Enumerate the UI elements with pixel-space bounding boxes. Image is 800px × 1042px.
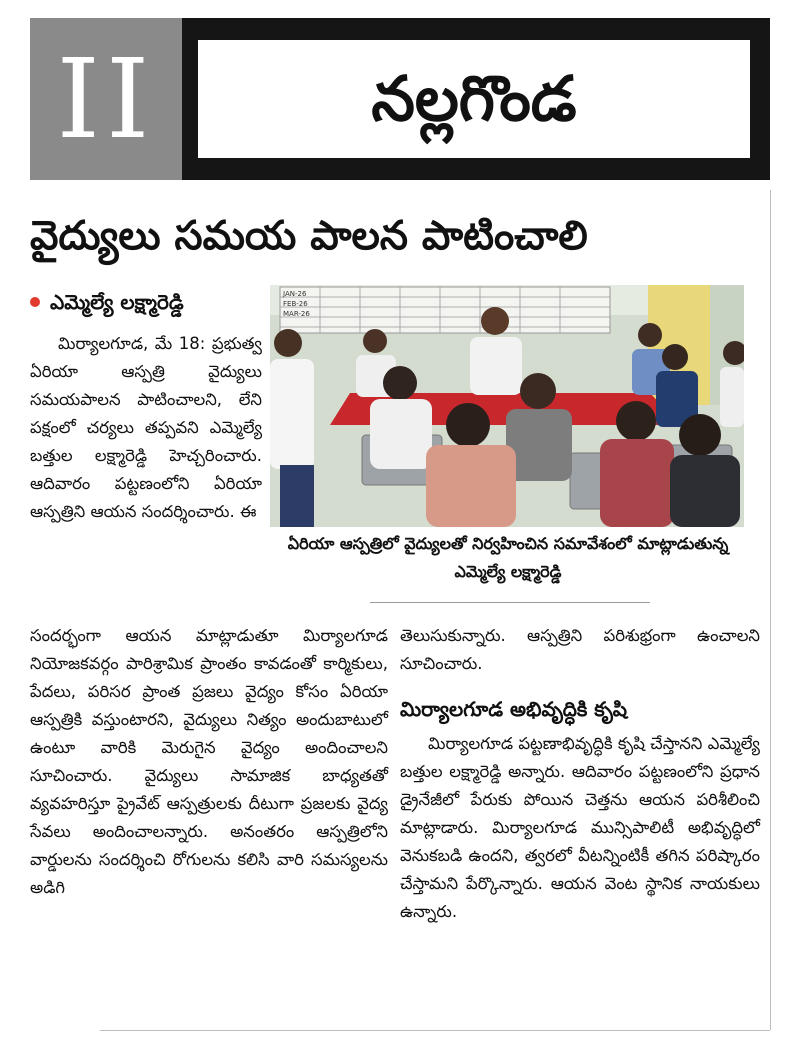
calendar-label: JAN-26	[283, 290, 307, 298]
bullet-icon	[30, 297, 40, 307]
bottom-rule	[100, 1030, 770, 1031]
article-intro-column	[30, 330, 262, 526]
photo-caption: ఏరియా ఆస్పత్రిలో వైద్యులతో నిర్వహించిన సమావేశంలో మాట్లాడుతున్న ఎమ్మెల్యే లక్ష్మారెడ్డి	[287, 534, 729, 581]
article-continued-text: సందర్భంగా ఆయన మాట్లాడుతూ మిర్యాలగూడ నియోజకవర్గం పారిశ్రామిక ప్రాంతం కావడంతో కార్మికులు, పేదలు, పరిసర ప్రాంత ప్రజలు వైద్యం కోసం ఏరియా ఆస్పత్రికి వస్తుంటారని, వైద్యులు నిత్యం అందుబాటులో ఉంటూ వారికి మెరుగైన వైద్యం అందించాలని సూచించారు. వైద్యులు సామాజిక బాధ్యతతో వ్యవహరిస్తూ ప్రైవేట్ ఆస్పత్రులకు దీటుగా ప్రజలకు వైద్య సేవలు అందించాలన్నారు. అనంతరం ఆస్పత్రిలోని వార్డులను సందర్శించి రోగులను కలిసి వారి సమస్యలను అడిగి	[30, 626, 388, 897]
article-right-column	[400, 622, 760, 678]
article-right-text: తెలుసుకున్నారు. ఆస్పత్రిని పరిశుభ్రంగా ఉంచాలని సూచించారు.	[400, 626, 760, 673]
calendar-label: FEB-26	[283, 300, 308, 308]
meeting-photo-illustration	[270, 285, 744, 527]
byline	[30, 282, 260, 322]
article-intro-text: మిర్యాలగూడ, మే 18: ప్రభుత్వ ఏరియా ఆస్పత్రి వైద్యులు సమయపాలన పాటించాలని, లేని పక్షంలో చర్యలు తప్పవని ఎమ్మెల్యే బత్తుల లక్ష్మారెడ్డి హెచ్చరించారు. ఆదివారం పట్టణంలోని ఏరియా ఆస్పత్రిని ఆయన సందర్శించారు. ఈ	[30, 334, 262, 521]
article-subhead-column	[400, 730, 760, 926]
caption-rule	[370, 602, 650, 603]
byline-name: ఎమ్మెల్యే లక్ష్మారెడ్డి	[50, 290, 184, 314]
section-banner	[30, 18, 770, 180]
article-subhead-text: మిర్యాలగూడ పట్టణాభివృద్ధికి కృషి చేస్తానని ఎమ్మెల్యే బత్తుల లక్ష్మారెడ్డి అన్నారు. ఆదివారం పట్టణంలోని ప్రధాన డ్రైనేజీలో పేరుకు పోయిన చెత్తను ఆయన పరిశీలించి మాట్లాడారు. మిర్యాలగూడ మున్సిపాలిటీ అభివృద్ధిలో వెనుకబడి ఉందని, త్వరలో వీటన్నింటికీ తగిన పరిష్కారం చేస్తామని పేర్కొన్నారు. ఆయన వెంట స్థానిక నాయకులు ఉన్నారు.	[400, 734, 760, 921]
calendar-label: MAR-26	[283, 310, 310, 318]
article-headline: వైద్యులు సమయ పాలన పాటించాలి	[30, 213, 588, 259]
article-left-column	[30, 622, 388, 902]
district-title: నల్లగొండ	[198, 40, 750, 158]
section-numeral: II	[30, 18, 182, 180]
article-subhead: మిర్యాలగూడ అభివృద్ధికి కృషి	[400, 697, 627, 721]
column-rule-right	[770, 190, 771, 1030]
meeting-photo	[270, 285, 744, 527]
